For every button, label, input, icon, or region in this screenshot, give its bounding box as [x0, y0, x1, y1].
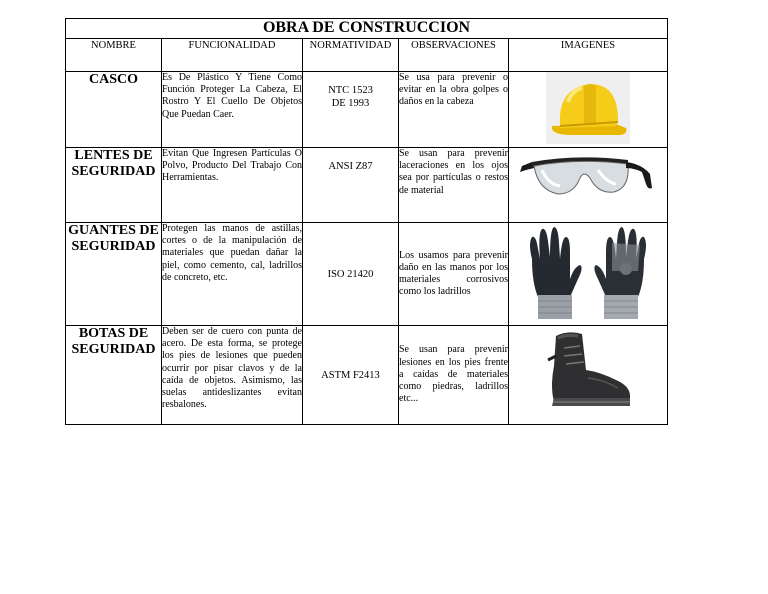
- item-norm: [303, 148, 399, 223]
- item-name: [66, 148, 162, 223]
- item-name-line1: GUANTES DE: [68, 223, 159, 238]
- item-image: [509, 223, 668, 326]
- item-observation-text: Se usa para prevenir o evitar en la obra golpes o daños en la cabeza: [399, 72, 508, 108]
- item-observation-text: Los usamos para prevenir daño en las manos por los materiales corrosivos como los ladrillos: [399, 249, 508, 298]
- item-function: [162, 72, 303, 148]
- ppe-table: [65, 18, 668, 425]
- item-name-text: CASCO: [88, 72, 138, 87]
- table-row: [66, 72, 668, 148]
- item-norm: [303, 326, 399, 425]
- item-name-line2: SEGURIDAD: [71, 342, 156, 357]
- item-function-text: Deben ser de cuero con punta de acero. De esta forma, se protege los pies de lesiones que pueden ocurrir por pisar clavos y de la caída de objetos. Asimismo, las suelas antideslizantes evitan resbalones.: [162, 326, 302, 411]
- item-function-text: Es De Plástico Y Tiene Como Función Proteger La Cabeza, El Rostro Y El Cuello De Objetos Que Puedan Caer.: [162, 72, 302, 120]
- item-function: [162, 148, 303, 223]
- safety-glasses-icon: [518, 148, 658, 208]
- table-row: [66, 326, 668, 425]
- item-observation-text: Se usan para prevenir lesiones en los pies frente a caídas de materiales como piedras, ladrillos etc...: [399, 344, 508, 405]
- item-observation-text: Se usan para prevenir laceraciones en los ojos sea por partículas o restos de material: [399, 148, 508, 196]
- header-imagenes: IMAGENES: [509, 39, 668, 72]
- item-norm-text: ASTM F2413: [321, 369, 380, 381]
- header-funcionalidad: FUNCIONALIDAD: [162, 39, 303, 72]
- safety-gloves-icon: [518, 223, 658, 323]
- item-norm-text: ANSI Z87: [328, 161, 373, 172]
- item-name: [66, 223, 162, 326]
- item-name-line2: SEGURIDAD: [71, 239, 156, 254]
- item-norm: [303, 72, 399, 148]
- header-observaciones: OBSERVACIONES: [399, 39, 509, 72]
- item-observation: [399, 72, 509, 148]
- item-norm: [303, 223, 399, 326]
- item-norm-text: ISO 21420: [327, 268, 374, 280]
- item-name: [66, 72, 162, 148]
- item-image: [509, 148, 668, 223]
- item-norm-line2: DE 1993: [331, 98, 370, 109]
- hard-hat-icon: [546, 72, 630, 144]
- item-observation: [399, 223, 509, 326]
- item-observation: [399, 148, 509, 223]
- item-function: [162, 326, 303, 425]
- header-nombre: NOMBRE: [66, 39, 162, 72]
- table-row: [66, 223, 668, 326]
- header-row: [66, 39, 668, 72]
- safety-boot-icon: [538, 326, 638, 410]
- item-observation: [399, 326, 509, 425]
- item-norm-line1: NTC 1523: [328, 85, 373, 96]
- item-name: [66, 326, 162, 425]
- item-function: [162, 223, 303, 326]
- item-name-line1: LENTES DE: [74, 148, 153, 163]
- item-name-line1: BOTAS DE: [78, 326, 149, 341]
- item-function-text: Protegen las manos de astillas, cortes o de la manipulación de materiales que puedan dañar la piel, como cemento, cal, ladrillos de concreto, etc.: [162, 223, 302, 283]
- item-name-line2: SEGURIDAD: [71, 164, 156, 179]
- table-row: [66, 148, 668, 223]
- item-image: [509, 72, 668, 148]
- item-image: [509, 326, 668, 425]
- header-normatividad: NORMATIVIDAD: [303, 39, 399, 72]
- item-function-text: Evitan Que Ingresen Partículas O Polvo, Producto Del Trabajo Con Herramientas.: [162, 148, 302, 184]
- table-title: OBRA DE CONSTRUCCION: [66, 19, 668, 39]
